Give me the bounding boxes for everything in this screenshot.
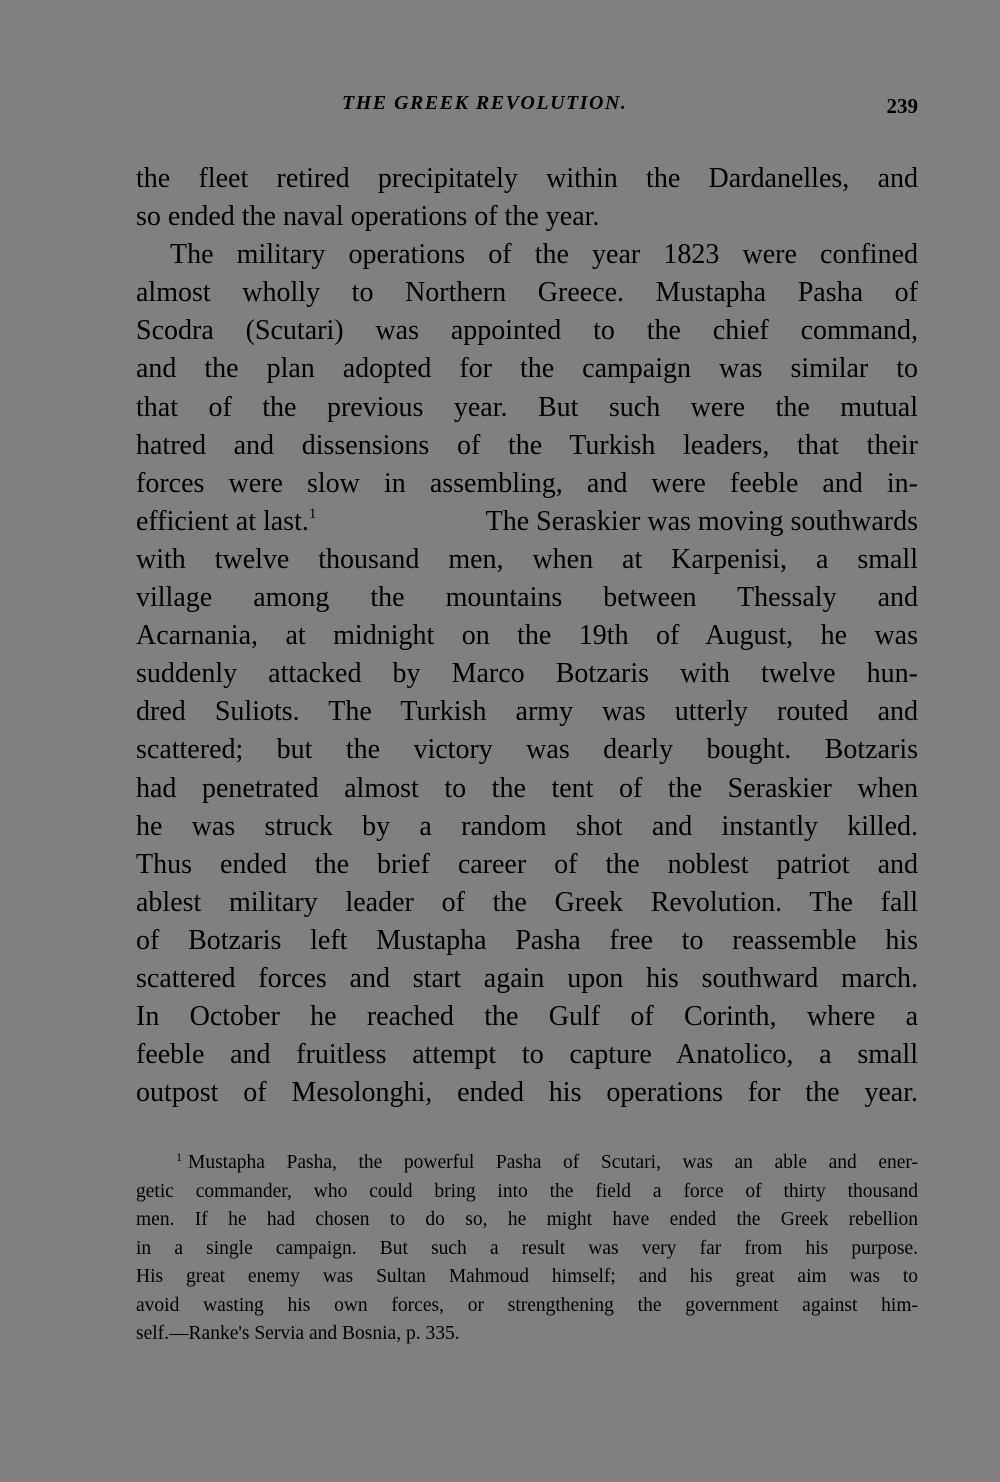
text-line: he was struck by a random shot and instantly killed. [136,810,918,842]
text-line: outpost of Mesolonghi, ended his operations for the year. [136,1077,918,1109]
text-line: hatred and dissensions of the Turkish leaders, that their [136,429,918,461]
text-line: forces were slow in assembling, and were feeble and in- [136,467,918,499]
text-line: almost wholly to Northern Greece. Mustapha Pasha of [136,277,918,309]
text-line: of Botzaris left Mustapha Pasha free to reassemble his [136,924,918,956]
text-line: Scodra (Scutari) was appointed to the chief command, [136,315,918,347]
text-line: so ended the naval operations of the year. [136,201,600,233]
text-line: that of the previous year. But such were the mutual [136,391,918,423]
footnote-line: men. If he had chosen to do so, he might have ended the Greek rebellion [136,1209,918,1230]
text-line: and the plan adopted for the campaign was similar to [136,353,918,385]
text-line: with twelve thousand men, when at Karpenisi, a small [136,543,918,575]
text-line: ablest military leader of the Greek Revolution. The fall [136,886,918,918]
text-line: dred Suliots. The Turkish army was utterly routed and [136,696,918,728]
text-line: In October he reached the Gulf of Corinth, where a [136,1001,918,1033]
text-line: scattered forces and start again upon his southward march. [136,962,918,994]
page-number: 239 [886,94,918,118]
footnote-number: 1 [176,1150,182,1164]
text-line-part: The Seraskier was moving southwards [485,505,918,537]
footnote-marker[interactable]: 1 [308,505,317,522]
footnote-line: in a single campaign. But such a result was very far from his purpose. [136,1237,918,1259]
text-line: scattered; but the victory was dearly bought. Botzaris [136,734,918,766]
footnote-line: $^1$ Mustapha Pasha, the powerful Pasha of Scutari, was an able and ener- [176,1150,918,1173]
text-line: Acarnania, at midnight on the 19th of August, he was [136,620,918,652]
text-line: suddenly attacked by Marco Botzaris with twelve hun- [136,658,918,690]
footnote-line: getic commander, who could bring into the field a force of thirty thousand [136,1180,918,1202]
text-line: had penetrated almost to the tent of the Seraskier when [136,772,918,804]
footnote-line: avoid wasting his own forces, or strengthening the government against him- [136,1294,918,1316]
footnote-line: self.—Ranke's Servia and Bosnia, p. 335. [136,1323,460,1344]
running-head [136,92,918,128]
footnote-line: His great enemy was Sultan Mahmoud himself; and his great aim was to [136,1266,918,1287]
text-line-part: efficient at last.$^1$ [136,505,317,537]
text-line: The military operations of the year 1823 were confined [170,239,918,271]
text-line: Thus ended the brief career of the noblest patriot and [136,848,918,880]
running-title: THE GREEK REVOLUTION. [342,92,628,114]
text-line: feeble and fruitless attempt to capture Anatolico, a small [136,1039,918,1071]
text-line: village among the mountains between Thessaly and [136,582,918,614]
main-text [136,160,918,1112]
text-line [136,503,918,541]
footnote [136,1149,918,1349]
text-line: the fleet retired precipitately within the Dardanelles, and [136,163,918,194]
